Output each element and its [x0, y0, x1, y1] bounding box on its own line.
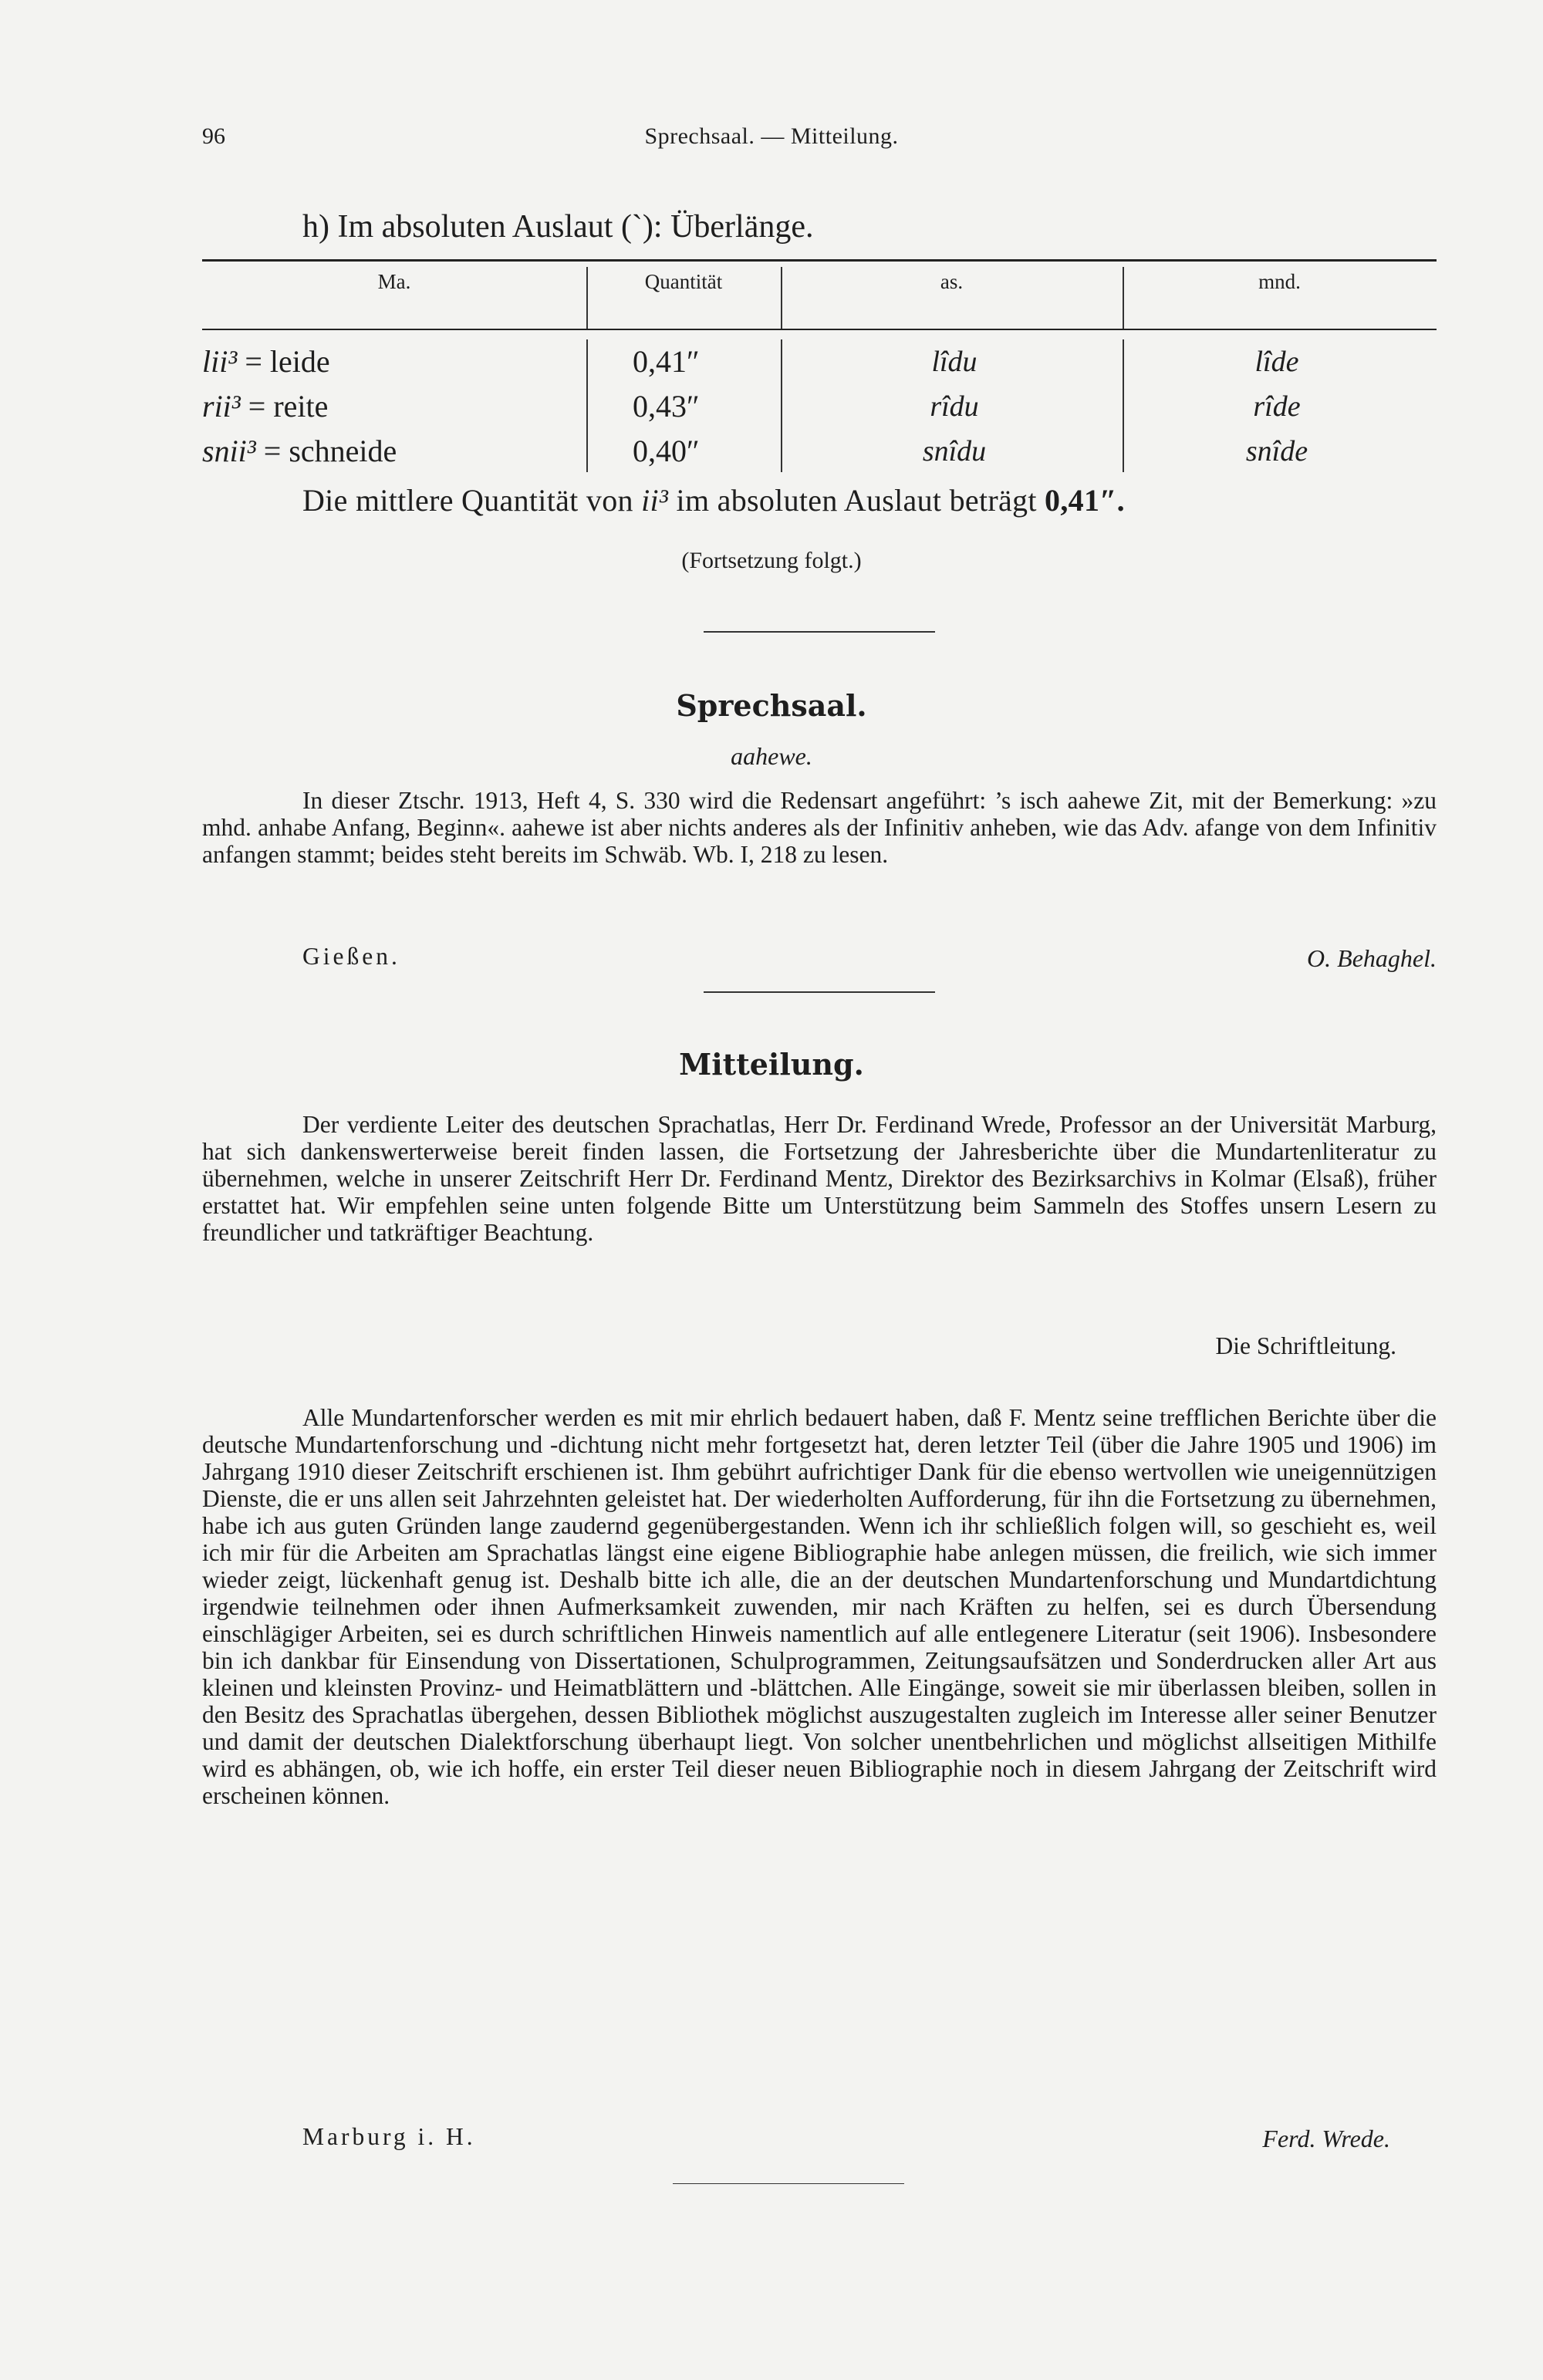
column-header-ma: Ma.: [377, 270, 411, 293]
cell-as: lîdu: [931, 346, 977, 378]
mitteilung-intro: Der verdiente Leiter des deutschen Sprachatlas, Herr Dr. Ferdinand Wrede, Professor an der Universität Marburg, hat sich dankenswerterweise bereit finden lassen, die Fortsetzung der Jahresberichte über die Mundartenliteratur zu übernehmen, welche in unserer Zeitschrift Herr Dr. Ferdinand Mentz, Direktor des Bezirksarchivs in Kolmar (Elsaß), früher erstattet hat. Wir empfehlen seine unten folgende Bitte um Unterstützung beim Sammeln des Stoffes unsern Lesern zu freundlicher und tatkräftiger Beachtung.: [202, 1111, 1437, 1246]
mitteilung-title: Mitteilung.: [679, 1047, 864, 1082]
cell-as: rîdu: [930, 390, 979, 423]
sprechsaal-place: Gießen.: [302, 943, 400, 970]
table-header-rule: [202, 329, 1437, 330]
column-header-mnd: mnd.: [1258, 270, 1301, 293]
cell-quantity: 0,43″: [633, 389, 700, 424]
column-header-as: as.: [940, 270, 964, 293]
column-header-quantitaet: Quantität: [644, 270, 723, 293]
section-separator: [704, 991, 935, 993]
cell-ma: snii³ = schneide: [202, 434, 397, 468]
continued-note: (Fortsetzung folgt.): [681, 548, 862, 573]
cell-mnd: snîde: [1245, 435, 1308, 468]
section-separator: [704, 631, 935, 633]
cell-as: snîdu: [922, 435, 987, 468]
mitteilung-body: Alle Mundartenforscher werden es mit mir ehrlich bedauert haben, daß F. Mentz seine trefflichen Berichte über die deutsche Mundartenforschung und -dichtung nicht mehr fortgesetzt hat, deren letzter Teil (über die Jahre 1905 und 1906) im Jahrgang 1910 dieser Zeitschrift erschienen ist. Ihm gebührt aufrichtiger Dank für die ebenso wertvollen wie uneigennützigen Dienste, die er uns allen seit Jahrzehnten geleistet hat. Der wiederholten Aufforderung, für ihn die Fortsetzung zu übernehmen, habe ich aus guten Gründen lange zaudernd gegenübergestanden. Wenn ich ihr schließlich folgen will, so geschieht es, weil ich mir für die Arbeiten am Sprachatlas längst eine eigene Bibliographie habe anlegen müssen, die freilich, wie sich immer wieder zeigt, lückenhaft genug ist. Deshalb bitte ich alle, die an der deutschen Mundartenforschung und Mundartdichtung irgendwie teilnehmen oder ihnen Aufmerksamkeit zuwenden, mir nach Kräften zu helfen, sei es durch Übersendung einschlägiger Arbeiten, sei es durch schriftlichen Hinweis namentlich auf alle entlegenere Literatur (seit 1906). Insbesondere bin ich dankbar für Einsendung von Dissertationen, Schulprogrammen, Zeitungsaufsätzen und Sonderdrucken aller Art aus kleinen und kleinsten Provinz- und Heimatblättern und -blättchen. Alle Eingänge, soweit sie mir überlassen bleiben, sollen in den Besitz des Sprachatlas übergehen, dessen Bibliothek möglichst auszugestalten zugleich im Interesse aller seiner Benutzer und damit der deutschen Dialektforschung überhaupt liegt. Von solcher unentbehrlichen und möglichst allseitigen Mithilfe wird es abhängen, ob, wie ich hoffe, ein erster Teil dieser neuen Bibliographie noch in diesem Jahrgang der Zeitschrift wird erscheinen können.: [202, 1404, 1437, 1809]
table-top-rule: [202, 259, 1437, 262]
section-heading: h) Im absoluten Auslaut (`): Überlänge.: [302, 209, 814, 245]
cell-ma: lii³ = leide: [202, 344, 330, 379]
mitteilung-place: Marburg i. H.: [302, 2123, 476, 2150]
mitteilung-author: Ferd. Wrede.: [1262, 2125, 1390, 2152]
cell-quantity: 0,40″: [633, 434, 700, 468]
sprechsaal-author: O. Behaghel.: [1307, 944, 1437, 972]
cell-ma: rii³ = reite: [202, 389, 329, 424]
sprechsaal-subtitle: aahewe.: [731, 742, 812, 770]
sprechsaal-title: Sprechsaal.: [676, 688, 867, 723]
cell-mnd: rîde: [1253, 390, 1301, 423]
sprechsaal-body: In dieser Ztschr. 1913, Heft 4, S. 330 wird die Redensart angeführt: ’s isch aahewe Zit, mit der Bemerkung: »zu mhd. anhabe Anfang, Beginn«. aahewe ist aber nichts anderes als der Infinitiv anheben, wie das Adv. afange von dem Infinitiv anfangen stammt; beides steht bereits im Schwäb. Wb. I, 218 zu lesen.: [202, 787, 1437, 868]
page-number: 96: [202, 123, 225, 149]
summary-line: Die mittlere Quantität von ii³ im absoluten Auslaut beträgt 0,41″.: [302, 483, 1125, 518]
cell-quantity: 0,41″: [633, 344, 700, 379]
table-divider: [586, 339, 588, 472]
editor-signature: Die Schriftleitung.: [1215, 1332, 1396, 1359]
end-rule: [673, 2183, 904, 2184]
running-head: Sprechsaal. — Mitteilung.: [644, 123, 899, 149]
cell-mnd: lîde: [1254, 346, 1299, 378]
